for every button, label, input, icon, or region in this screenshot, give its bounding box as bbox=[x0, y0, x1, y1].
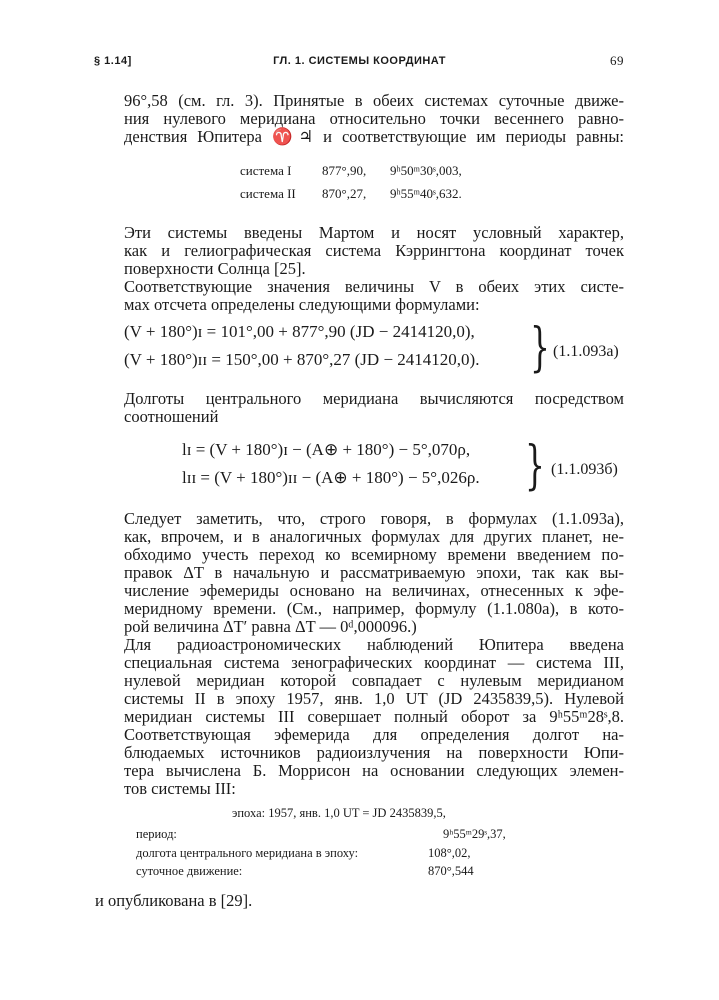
formula-b-line2: lɪɪ = (V + 180°)ɪɪ − (A⊕ + 180°) − 5°,026ρ. bbox=[182, 468, 480, 487]
para6-line3: нулевой меридиан которой совпадает с нулевым меридианом bbox=[124, 671, 624, 690]
para4-line1: Долготы центрального меридиана вычисляются посредством bbox=[124, 389, 624, 408]
para2-line3: поверхности Солнца [25]. bbox=[124, 259, 306, 278]
formula-b-line1: lɪ = (V + 180°)ɪ − (A⊕ + 180°) − 5°,070ρ, bbox=[182, 440, 471, 459]
para2-line1: Эти системы введены Мартом и носят условный характер, bbox=[124, 223, 624, 242]
formula-a-number: (1.1.093а) bbox=[553, 343, 619, 360]
formula-a-line1: (V + 180°)ɪ = 101°,00 + 877°,90 (JD − 2414120,0), bbox=[124, 322, 475, 341]
para3-line2: мах отсчета определены следующими формулами: bbox=[124, 295, 480, 314]
elements-epoch: эпоха: 1957, янв. 1,0 UT = JD 2435839,5, bbox=[232, 806, 446, 820]
formula-a-line2: (V + 180°)ɪɪ = 150°,00 + 870°,27 (JD − 2414120,0). bbox=[124, 350, 480, 369]
closing-line: и опубликована в [29]. bbox=[95, 891, 253, 910]
para1-line3: денствия Юпитера ♈♃ и соответствующие им периоды равны: bbox=[124, 127, 624, 146]
formula-b-number: (1.1.093б) bbox=[551, 461, 618, 478]
elements-period-label: период: bbox=[136, 827, 177, 841]
section-ref: § 1.14] bbox=[94, 55, 132, 67]
para6-line5: меридиан системы III совершает полный оборот за 9ʰ55ᵐ28ˢ,8. bbox=[124, 707, 624, 726]
para5-line7: рой величина ΔT′ равна ΔT — 0ᵈ,000096.) bbox=[124, 617, 417, 636]
para2-line2: как и гелиографическая система Кэррингтона координат точек bbox=[124, 241, 624, 260]
para7-line4: тов системы III: bbox=[124, 779, 236, 798]
elements-period-value: 9ʰ55ᵐ29ˢ,37, bbox=[443, 827, 506, 841]
system2-motion: 870°,27, bbox=[322, 186, 367, 201]
para7-line2: блюдаемых источников радиоизлучения на поверхности Юпи- bbox=[124, 743, 624, 762]
para5-line1: Следует заметить, что, строго говоря, в формулах (1.1.093а), bbox=[124, 509, 624, 528]
elements-daily-label: суточное движение: bbox=[136, 864, 243, 878]
running-head: ГЛ. 1. СИСТЕМЫ КООРДИНАТ bbox=[273, 55, 446, 67]
formula-b-brace: } bbox=[525, 436, 545, 496]
para7-line3: тера вычислена Б. Моррисон на основании следующих элемен- bbox=[124, 761, 624, 780]
formula-a-brace: } bbox=[530, 318, 550, 378]
elements-longitude-label: долгота центрального меридиана в эпоху: bbox=[136, 846, 359, 860]
elements-longitude-value: 108°,02, bbox=[428, 846, 471, 860]
system1-motion: 877°,90, bbox=[322, 163, 367, 178]
para5-line4: правок ΔT в начальную и рассматриваемую эпохи, так как вы- bbox=[124, 563, 624, 582]
para1-line2: ния нулевого меридиана относительно точки весеннего равно- bbox=[124, 109, 624, 128]
para1-line1: 96°,58 (см. гл. 3). Принятые в обеих системах суточные движе- bbox=[124, 91, 624, 110]
para5-line6: меридному времени. (См., например, формулу (1.1.080а), в кото- bbox=[124, 599, 624, 618]
elements-daily-value: 870°,544 bbox=[428, 864, 474, 878]
para5-line2: как, впрочем, и в аналогичных формулах для других планет, не- bbox=[124, 527, 624, 546]
para6-line2: специальная система зенографических координат — система III, bbox=[124, 653, 624, 672]
system1-period: 9ʰ50ᵐ30ˢ,003, bbox=[390, 163, 462, 178]
para5-line5: числение эфемериды основано на величинах, отнесенных к эфе- bbox=[124, 581, 624, 600]
para7-line1: Соответствующая эфемерида для определения долгот на- bbox=[124, 725, 624, 744]
para6-line1: Для радиоастрономических наблюдений Юпитера введена bbox=[124, 635, 624, 654]
para3-line1: Соответствующие значения величины V в обеих этих систе- bbox=[124, 277, 624, 296]
system1-name: система I bbox=[240, 163, 292, 178]
page-number: 69 bbox=[610, 53, 624, 68]
system2-period: 9ʰ55ᵐ40ˢ,632. bbox=[390, 186, 462, 201]
para5-line3: обходимо учесть переход ко всемирному времени введением по- bbox=[124, 545, 624, 564]
para4-line2: соотношений bbox=[124, 407, 219, 426]
system2-name: система II bbox=[240, 186, 296, 201]
para6-line4: системы II в эпоху 1957, янв. 1,0 UT (JD 2435839,5). Нулевой bbox=[124, 689, 624, 708]
